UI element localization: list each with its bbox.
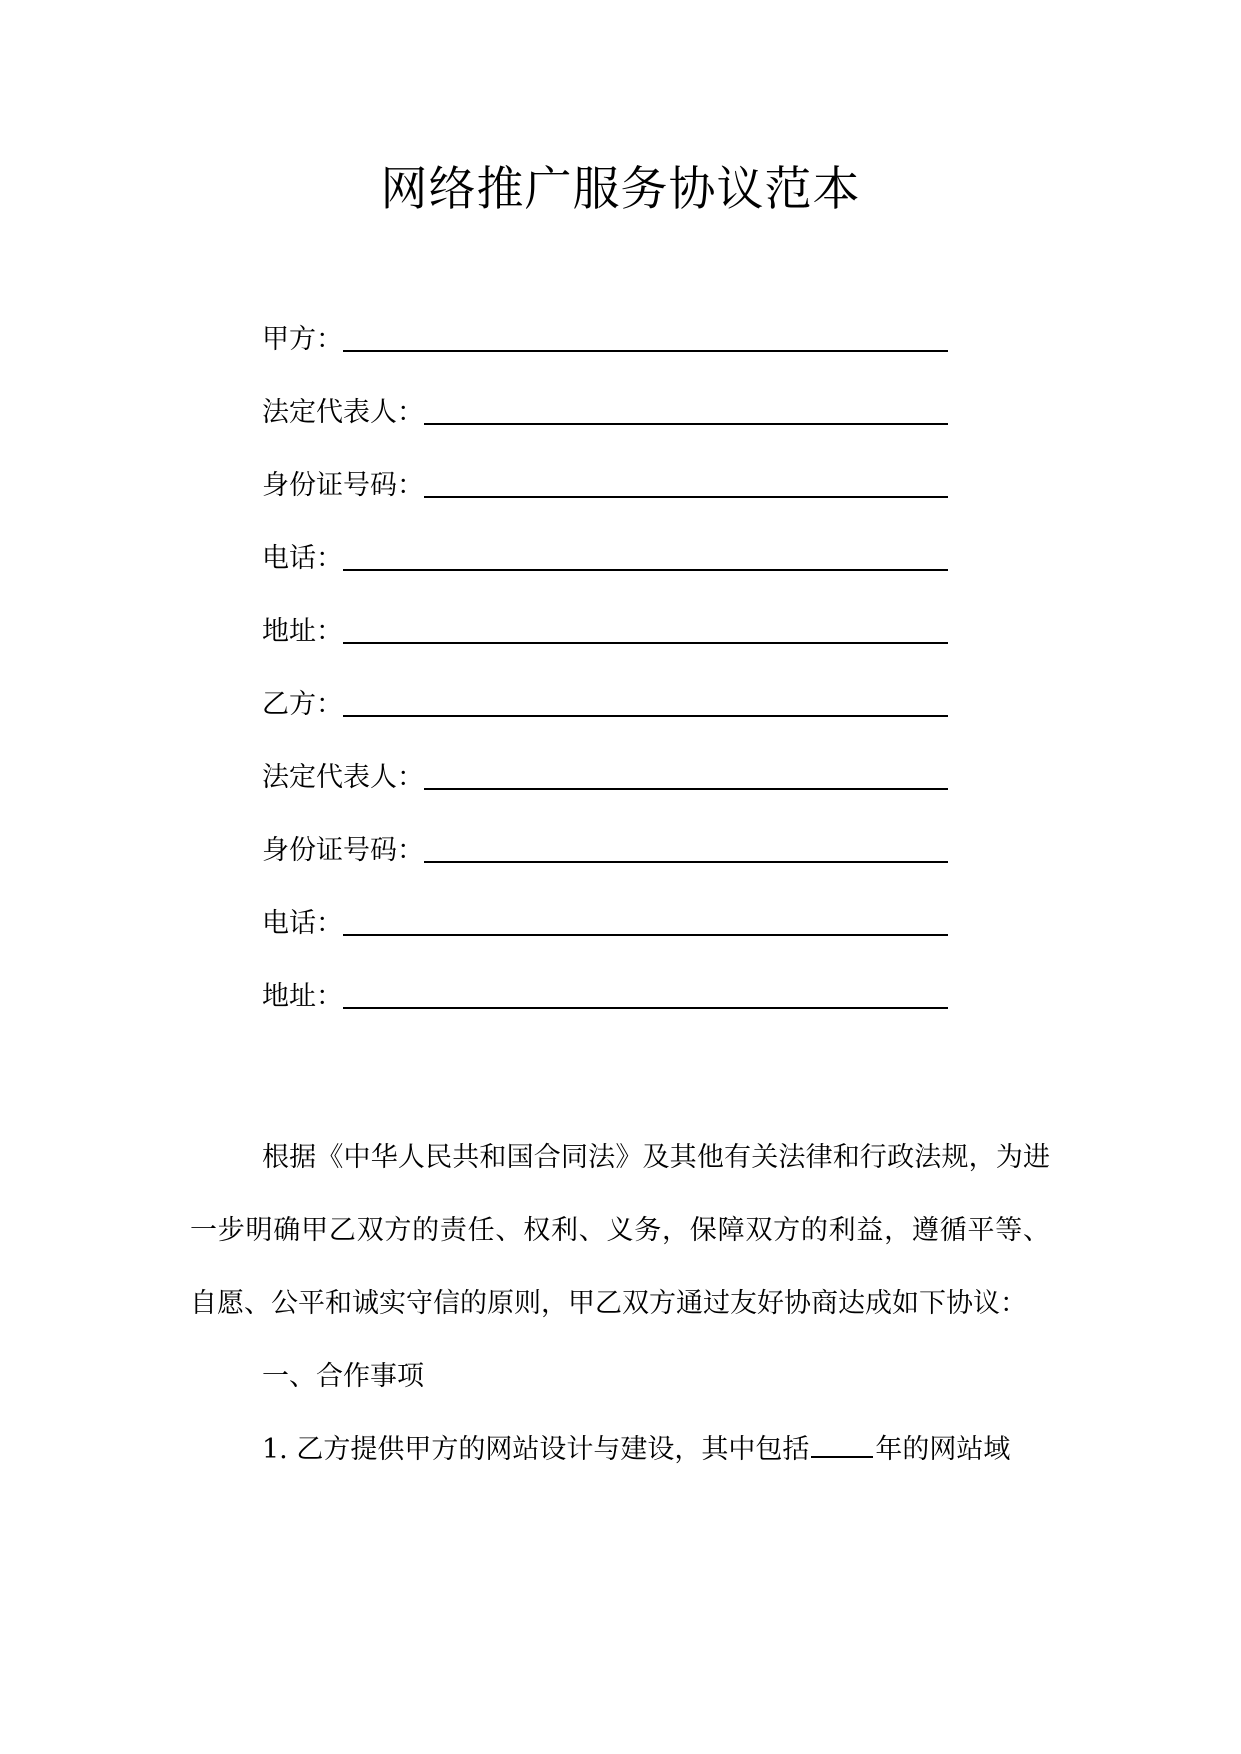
clause-1-text-end: 年的网站域 bbox=[875, 1434, 1011, 1465]
party-b-legal-rep-field bbox=[262, 758, 962, 831]
fill-in-line bbox=[343, 539, 948, 571]
fill-in-line bbox=[343, 977, 948, 1009]
party-b-name-field bbox=[262, 685, 962, 758]
section-heading-cooperation: 一、合作事项 bbox=[262, 1361, 424, 1392]
party-info-fields bbox=[262, 320, 962, 1050]
party-b-address-field bbox=[262, 977, 962, 1050]
clause-1-paragraph bbox=[190, 1413, 1050, 1486]
party-a-name-field bbox=[262, 320, 962, 393]
field-label: 甲方： bbox=[262, 324, 343, 355]
field-label: 身份证号码： bbox=[262, 470, 424, 501]
intro-paragraph: 根据《中华人民共和国合同法》及其他有关法律和行政法规，为进一步明确甲乙双方的责任、权利、义务，保障双方的利益，遵循平等、自愿、公平和诚实守信的原则，甲乙双方通过友好协商达成如下协议： bbox=[190, 1142, 1050, 1319]
clause-1-text-start: 1. 乙方提供甲方的网站设计与建设，其中包括 bbox=[262, 1434, 810, 1465]
field-label: 身份证号码： bbox=[262, 835, 424, 866]
field-label: 电话： bbox=[262, 543, 343, 574]
party-a-phone-field bbox=[262, 539, 962, 612]
party-a-id-number-field bbox=[262, 466, 962, 539]
party-b-id-number-field bbox=[262, 831, 962, 904]
fill-in-line bbox=[424, 758, 948, 790]
fill-in-line bbox=[343, 685, 948, 717]
field-label: 法定代表人： bbox=[262, 762, 424, 793]
field-label: 电话： bbox=[262, 908, 343, 939]
field-label: 法定代表人： bbox=[262, 397, 424, 428]
field-label: 地址： bbox=[262, 981, 343, 1012]
fill-in-line bbox=[424, 831, 948, 863]
party-b-phone-field bbox=[262, 904, 962, 977]
fill-in-line bbox=[343, 904, 948, 936]
fill-in-line bbox=[424, 466, 948, 498]
fill-in-line bbox=[424, 393, 948, 425]
fill-in-line bbox=[343, 612, 948, 644]
fill-in-line bbox=[343, 320, 948, 352]
field-label: 乙方： bbox=[262, 689, 343, 720]
agreement-body bbox=[190, 1121, 1050, 1486]
party-a-address-field bbox=[262, 612, 962, 685]
document-title: 网络推广服务协议范本 bbox=[380, 162, 861, 217]
fill-in-blank bbox=[811, 1428, 873, 1458]
party-a-legal-rep-field bbox=[262, 393, 962, 466]
field-label: 地址： bbox=[262, 616, 343, 647]
